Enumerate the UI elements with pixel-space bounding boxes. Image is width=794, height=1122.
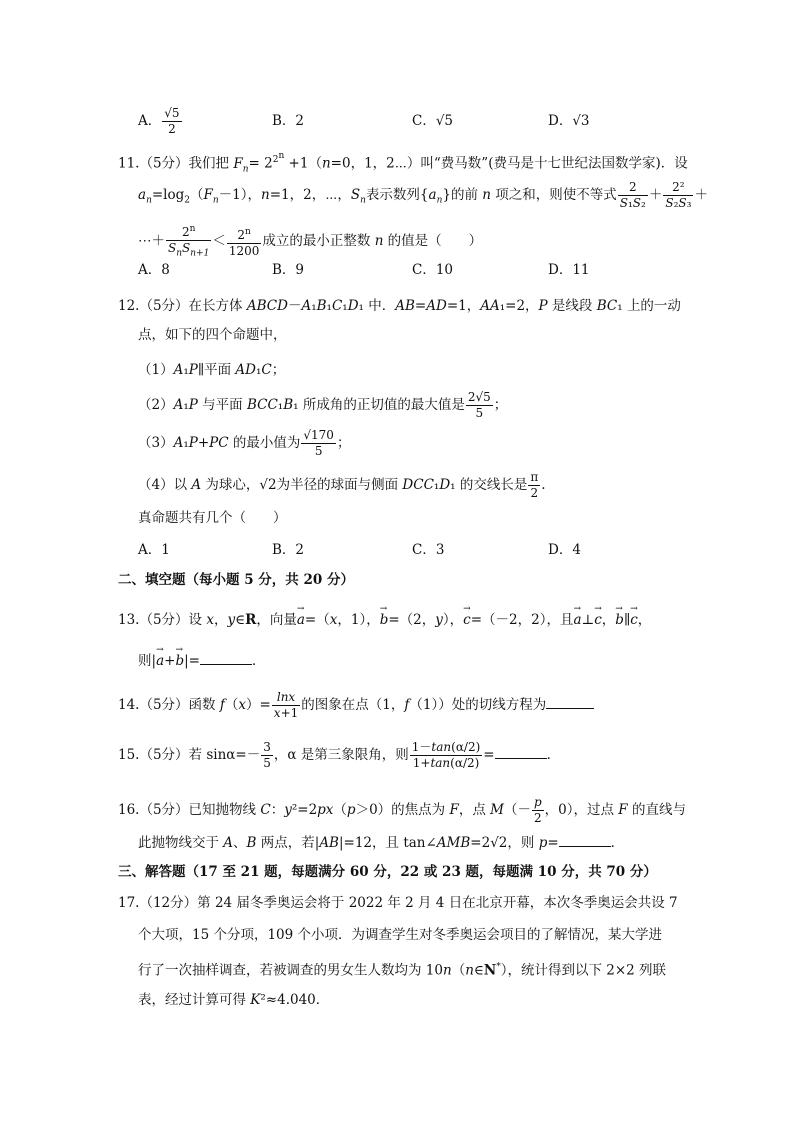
q10-option-a: A． $\frac{√5}{2}$: [138, 106, 180, 136]
q11-option-a: A．8: [138, 262, 170, 278]
section-2-heading: 二、填空题（每小题 5 分，共 20 分）: [118, 572, 354, 588]
q15: 15.（5分）若 sinα=－ $\frac{3}{5}$ ，α 是第三象限角，则 $\frac{1-\tan(\alpha/2)}{1+\tan(\alpha/2)}$ = ．: [118, 740, 561, 770]
q14: 14.（5分）函数 f（x）= $\frac{\ln x}{x+1}$ 的图象在点（1，f（1））处的切线方程为: [118, 690, 594, 721]
q12-option-a: A．1: [138, 542, 170, 558]
q11-option-c: C．10: [412, 262, 454, 278]
q11-line2: $a_n=\log_2(F_n-1)$，n=1，2，⋯，$S_n$表示数列$\{a_n\}$的前 n 项之和，则使不等式 $\frac{2}{\text{S₁S₂}}$ ＋ $\frac{\text{2²}}{\text{S₂S₃}}$ ＋: [138, 180, 708, 210]
q12-prop3: （3）A₁P+PC 的最小值为 $\frac{√170}{5}$ ；: [138, 428, 351, 458]
q17-line4: 表，经过计算可得 K²≈4.040．: [138, 992, 330, 1008]
q17-line1: 17.（12分）第 24 届冬季奥运会将于 2022 年 2 月 4 日在北京开幕，本次冬季奥运会共设 7: [118, 895, 678, 911]
q10-option-c: C．√5: [412, 113, 454, 129]
q16-line1: 16.（5分）已知抛物线 C：y²=2px（p＞0）的焦点为 F，点 M（－ $\frac{p}{2}$ ，0），过点 F 的直线与: [118, 795, 686, 825]
q17-line2: 个大项，15 个分项，109 个小项．为调查学生对冬季奥运会项目的了解情况，某大学进: [138, 927, 663, 943]
q11-line1: 11.（5分）我们把 $F_n= 2^{2^n} +1(n=0$，1，2⋯）叫“费马数”(费马是十七世纪法国数学家)．设: [118, 151, 688, 175]
q12-prop1: （1）A₁P∥平面 AD₁C；: [138, 362, 286, 378]
q13-line1: 13.（5分）设 x，y∈R，向量→ a=（x，1），→ b=（2，y），→ c=（－2，2），且→ a⊥→ c，→ b∥→ c，: [118, 610, 651, 630]
q11-option-d: D．11: [548, 262, 590, 278]
q12-option-c: C．3: [412, 542, 445, 558]
q12-option-d: D．4: [548, 542, 581, 558]
q12-ask: 真命题共有几个（ ）: [138, 510, 287, 526]
q11-option-b: B．9: [272, 262, 305, 278]
section-3-heading: 三、解答题（17 至 21 题，每题满分 60 分，22 或 23 题，每题满 10 分，共 70 分）: [118, 864, 657, 880]
q12-line1: 12.（5分）在长方体 ABCD－A₁B₁C₁D₁ 中．AB=AD=1，AA₁=2，P 是线段 BC₁ 上的一动: [118, 298, 681, 314]
q12-option-b: B．2: [272, 542, 305, 558]
q16-line2: 此抛物线交于 A、B 两点，若|AB|=12，且 tan∠AMB=2√2，则 p= ．: [138, 832, 624, 853]
q10-option-b: B．2: [272, 113, 305, 129]
q12-prop2: （2）A₁P 与平面 BCC₁B₁ 所成角的正切值的最大值是 $\frac{2√5}{5}$ ；: [138, 390, 508, 420]
q12-prop4: （4）以 A 为球心，√2为半径的球面与侧面 DCC₁D₁ 的交线长是 $\frac{\pi}{2}$ .: [138, 470, 546, 500]
q12-line2: 点，如下的四个命题中，: [138, 327, 287, 343]
q10-option-d: D．√3: [548, 113, 590, 129]
q17-line3: 行了一次抽样调查，若被调查的男女生人数均为 10n（n∈N*），统计得到以下 2×2 列联: [138, 962, 667, 979]
q13-line2: 则|→ a+→ b|= ．: [138, 650, 265, 671]
q11-line3: ⋯＋ $\frac{2^n}{S_nS_{n+1}}$ ＜ $\frac{2^n}{1200}$ 成立的最小正整数 n 的值是（ ）: [138, 224, 483, 259]
